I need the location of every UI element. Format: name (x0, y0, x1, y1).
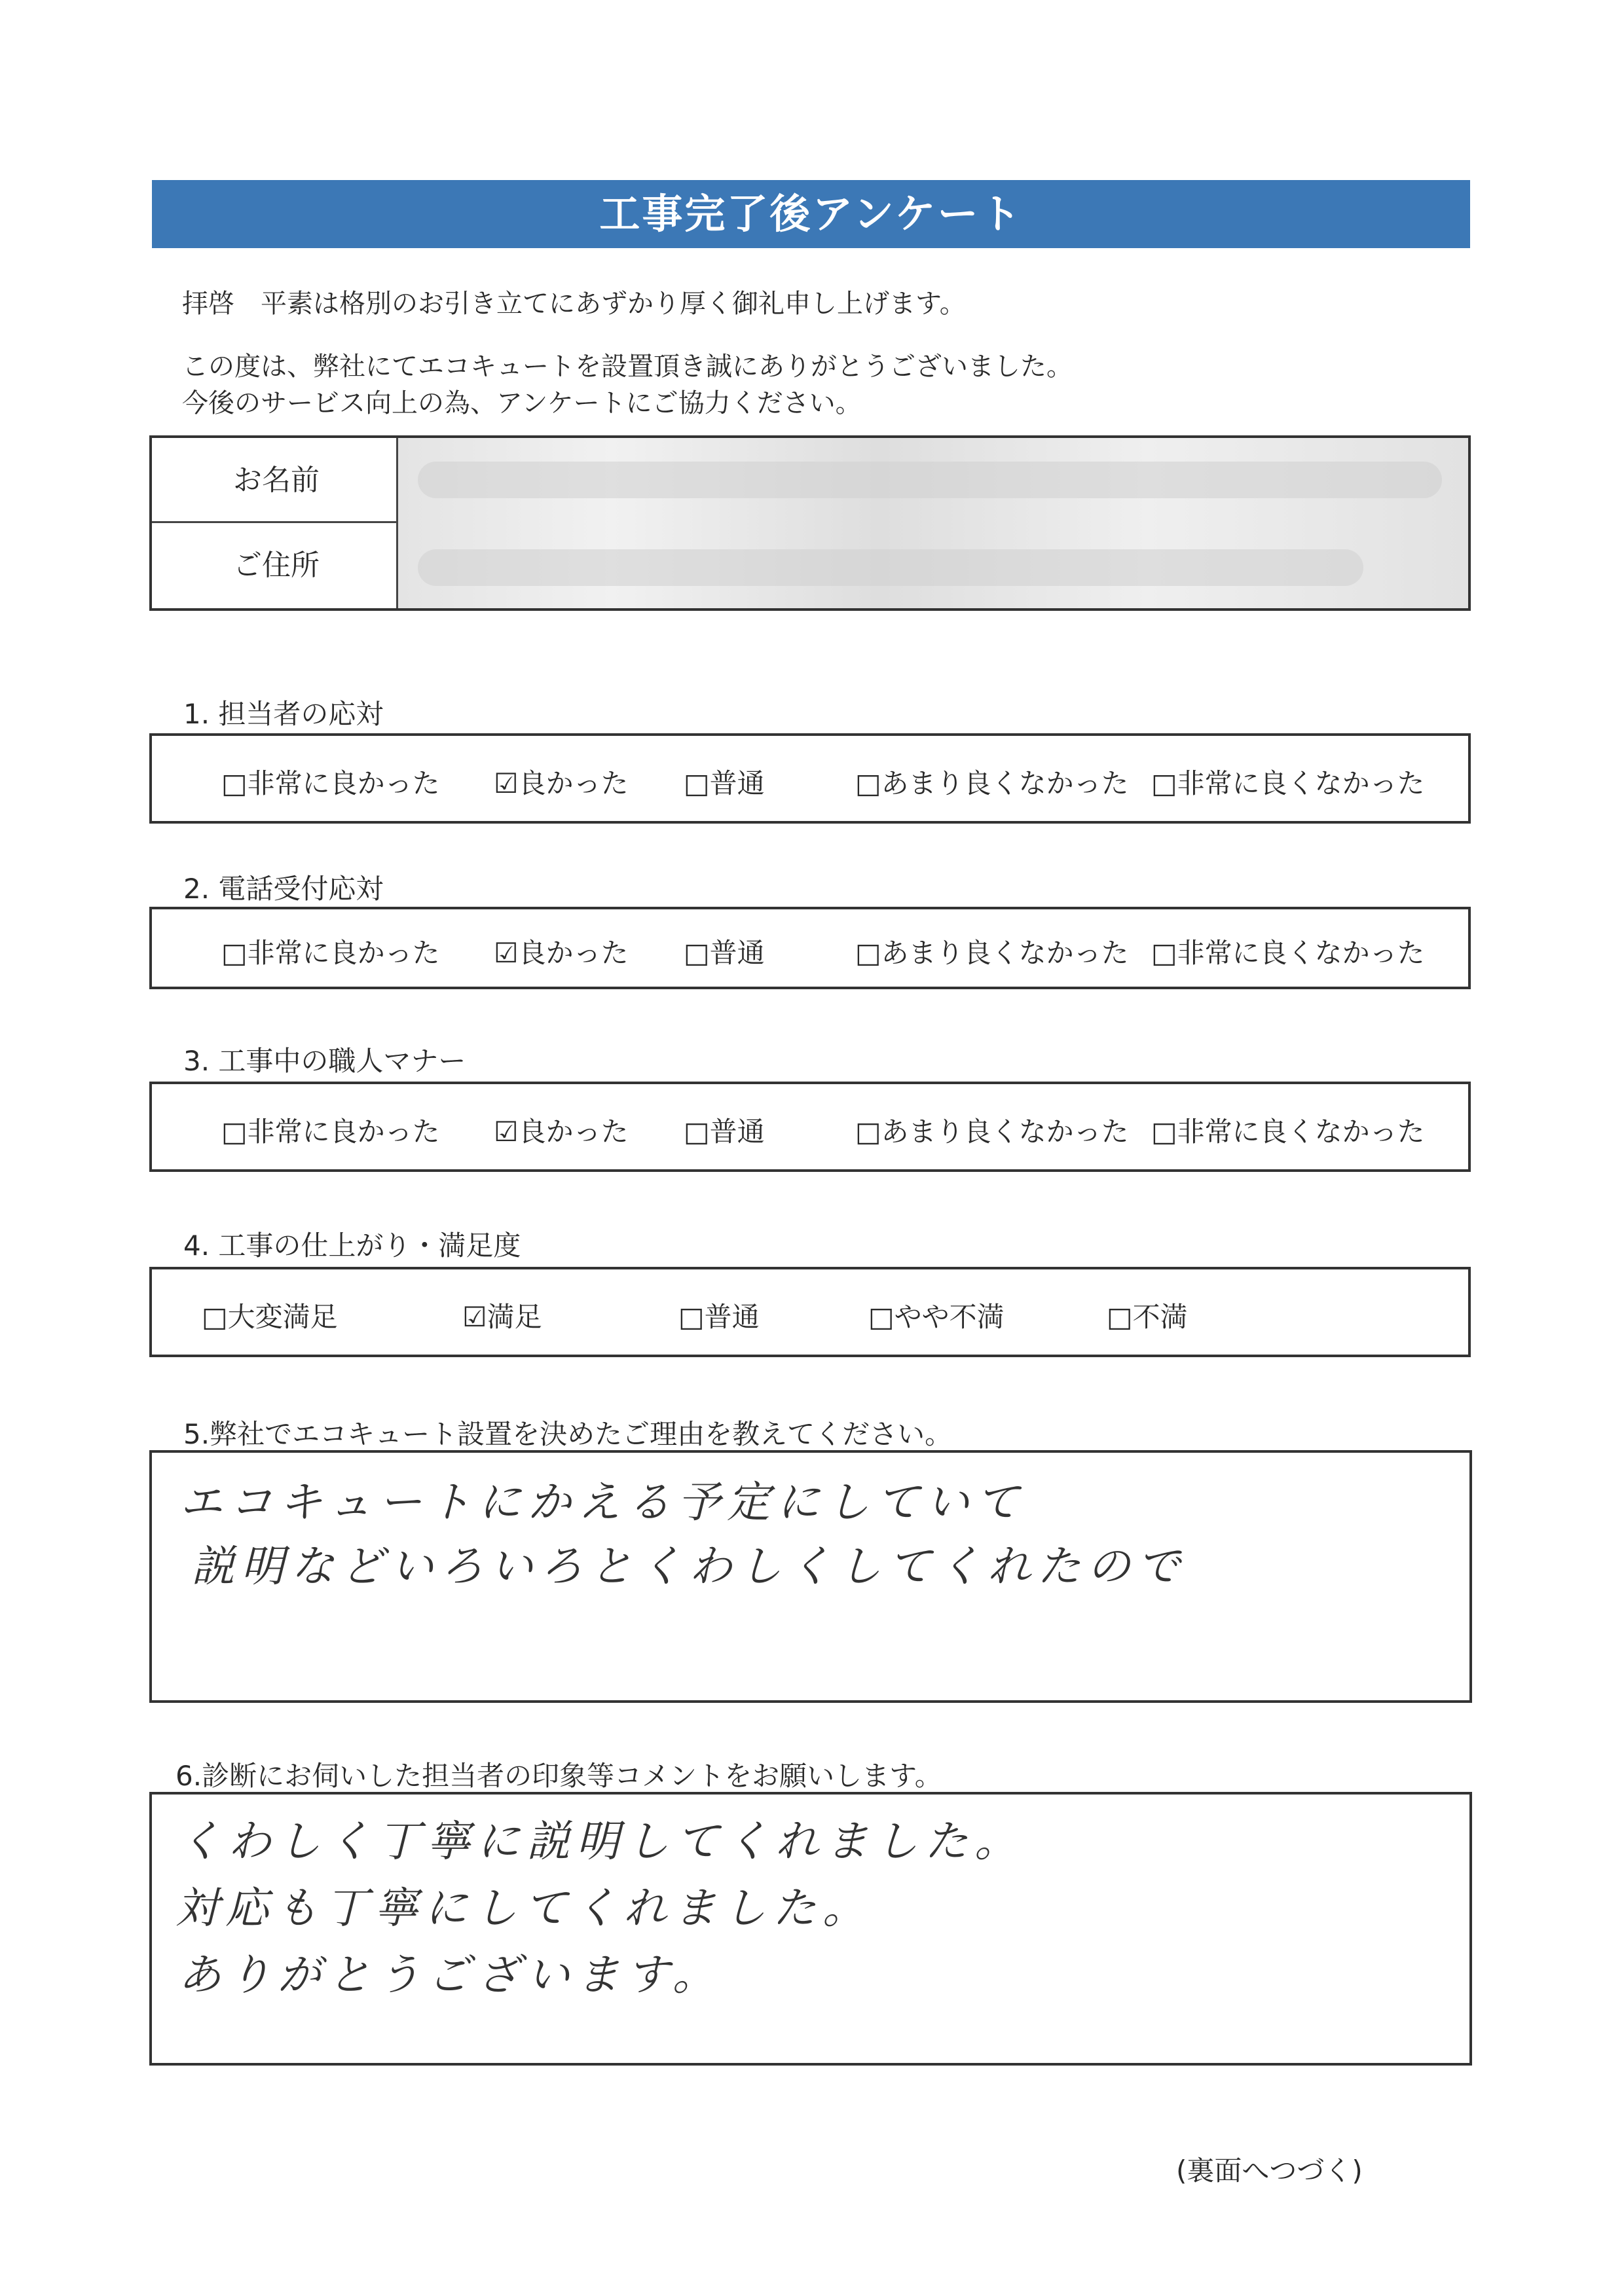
question-5-label: 5.弊社でエコキュート設置を決めたご理由を教えてください。 (183, 1418, 953, 1450)
question-3-label: 3. 工事中の職人マナー (183, 1045, 466, 1077)
q6-answer-line-3: ありがとうございます。 (178, 1950, 722, 2000)
question-4-label: 4. 工事の仕上がり・満足度 (183, 1230, 521, 1262)
q3-option-not-good[interactable]: □あまり良くなかった (855, 1116, 1129, 1148)
q4-option-dissatisfied[interactable]: □不満 (1107, 1301, 1188, 1333)
q4-option-satisfied[interactable]: ☑満足 (462, 1301, 542, 1333)
greeting-line: 拝啓 平素は格別のお引き立てにあずかり厚く御礼申し上げます。 (182, 289, 966, 319)
name-label: お名前 (152, 438, 398, 523)
question-2-label: 2. 電話受付応対 (183, 873, 384, 905)
q3-option-average[interactable]: □普通 (684, 1116, 765, 1148)
q3-option-very-bad[interactable]: □非常に良くなかった (1151, 1116, 1425, 1148)
q1-option-not-good[interactable]: □あまり良くなかった (855, 767, 1129, 799)
q1-option-average[interactable]: □普通 (684, 767, 765, 799)
redacted-customer-info (398, 438, 1468, 608)
question-3-options (149, 1082, 1471, 1172)
page-title: 工事完了後アンケート (152, 180, 1470, 248)
continued-note: (裏面へつづく) (1176, 2155, 1363, 2187)
q1-option-very-bad[interactable]: □非常に良くなかった (1151, 767, 1425, 799)
q4-option-very-satisfied[interactable]: □大変満足 (202, 1301, 338, 1333)
thanks-line: この度は、弊社にてエコキュートを設置頂き誠にありがとうございました。 (182, 352, 1073, 382)
q2-option-very-bad[interactable]: □非常に良くなかった (1151, 937, 1425, 969)
q5-answer-line-1: エコキュートにかえる予定にしていて (179, 1477, 1025, 1527)
question-4-options (149, 1267, 1471, 1357)
question-2-options (149, 907, 1471, 989)
request-line: 今後のサービス向上の為、アンケートにご協力ください。 (182, 388, 862, 418)
question-6-answer-box[interactable] (149, 1792, 1472, 2066)
address-label: ご住所 (152, 523, 398, 608)
q3-option-very-good[interactable]: □非常に良かった (221, 1116, 440, 1148)
q6-answer-line-1: くわしく丁寧に説明してくれました。 (178, 1816, 1024, 1867)
q4-option-average[interactable]: □普通 (678, 1301, 760, 1333)
q5-answer-line-2: 説明などいろいろとくわしくしてくれたので (191, 1541, 1187, 1592)
q1-option-very-good[interactable]: □非常に良かった (221, 767, 440, 799)
question-1-label: 1. 担当者の応対 (183, 698, 384, 730)
q2-option-very-good[interactable]: □非常に良かった (221, 937, 440, 969)
q2-option-average[interactable]: □普通 (684, 937, 765, 969)
q3-option-good[interactable]: ☑良かった (494, 1116, 629, 1148)
customer-info-table (149, 435, 1471, 611)
q6-answer-line-2: 対応も丁寧にしてくれました。 (175, 1883, 872, 1933)
question-6-label: 6.診断にお伺いした担当者の印象等コメントをお願いします。 (175, 1760, 942, 1792)
q4-option-somewhat-dissatisfied[interactable]: □やや不満 (868, 1301, 1005, 1333)
q2-option-not-good[interactable]: □あまり良くなかった (855, 937, 1129, 969)
q2-option-good[interactable]: ☑良かった (494, 937, 629, 969)
q1-option-good[interactable]: ☑良かった (494, 767, 629, 799)
question-1-options (149, 733, 1471, 824)
question-5-answer-box[interactable] (149, 1450, 1472, 1703)
